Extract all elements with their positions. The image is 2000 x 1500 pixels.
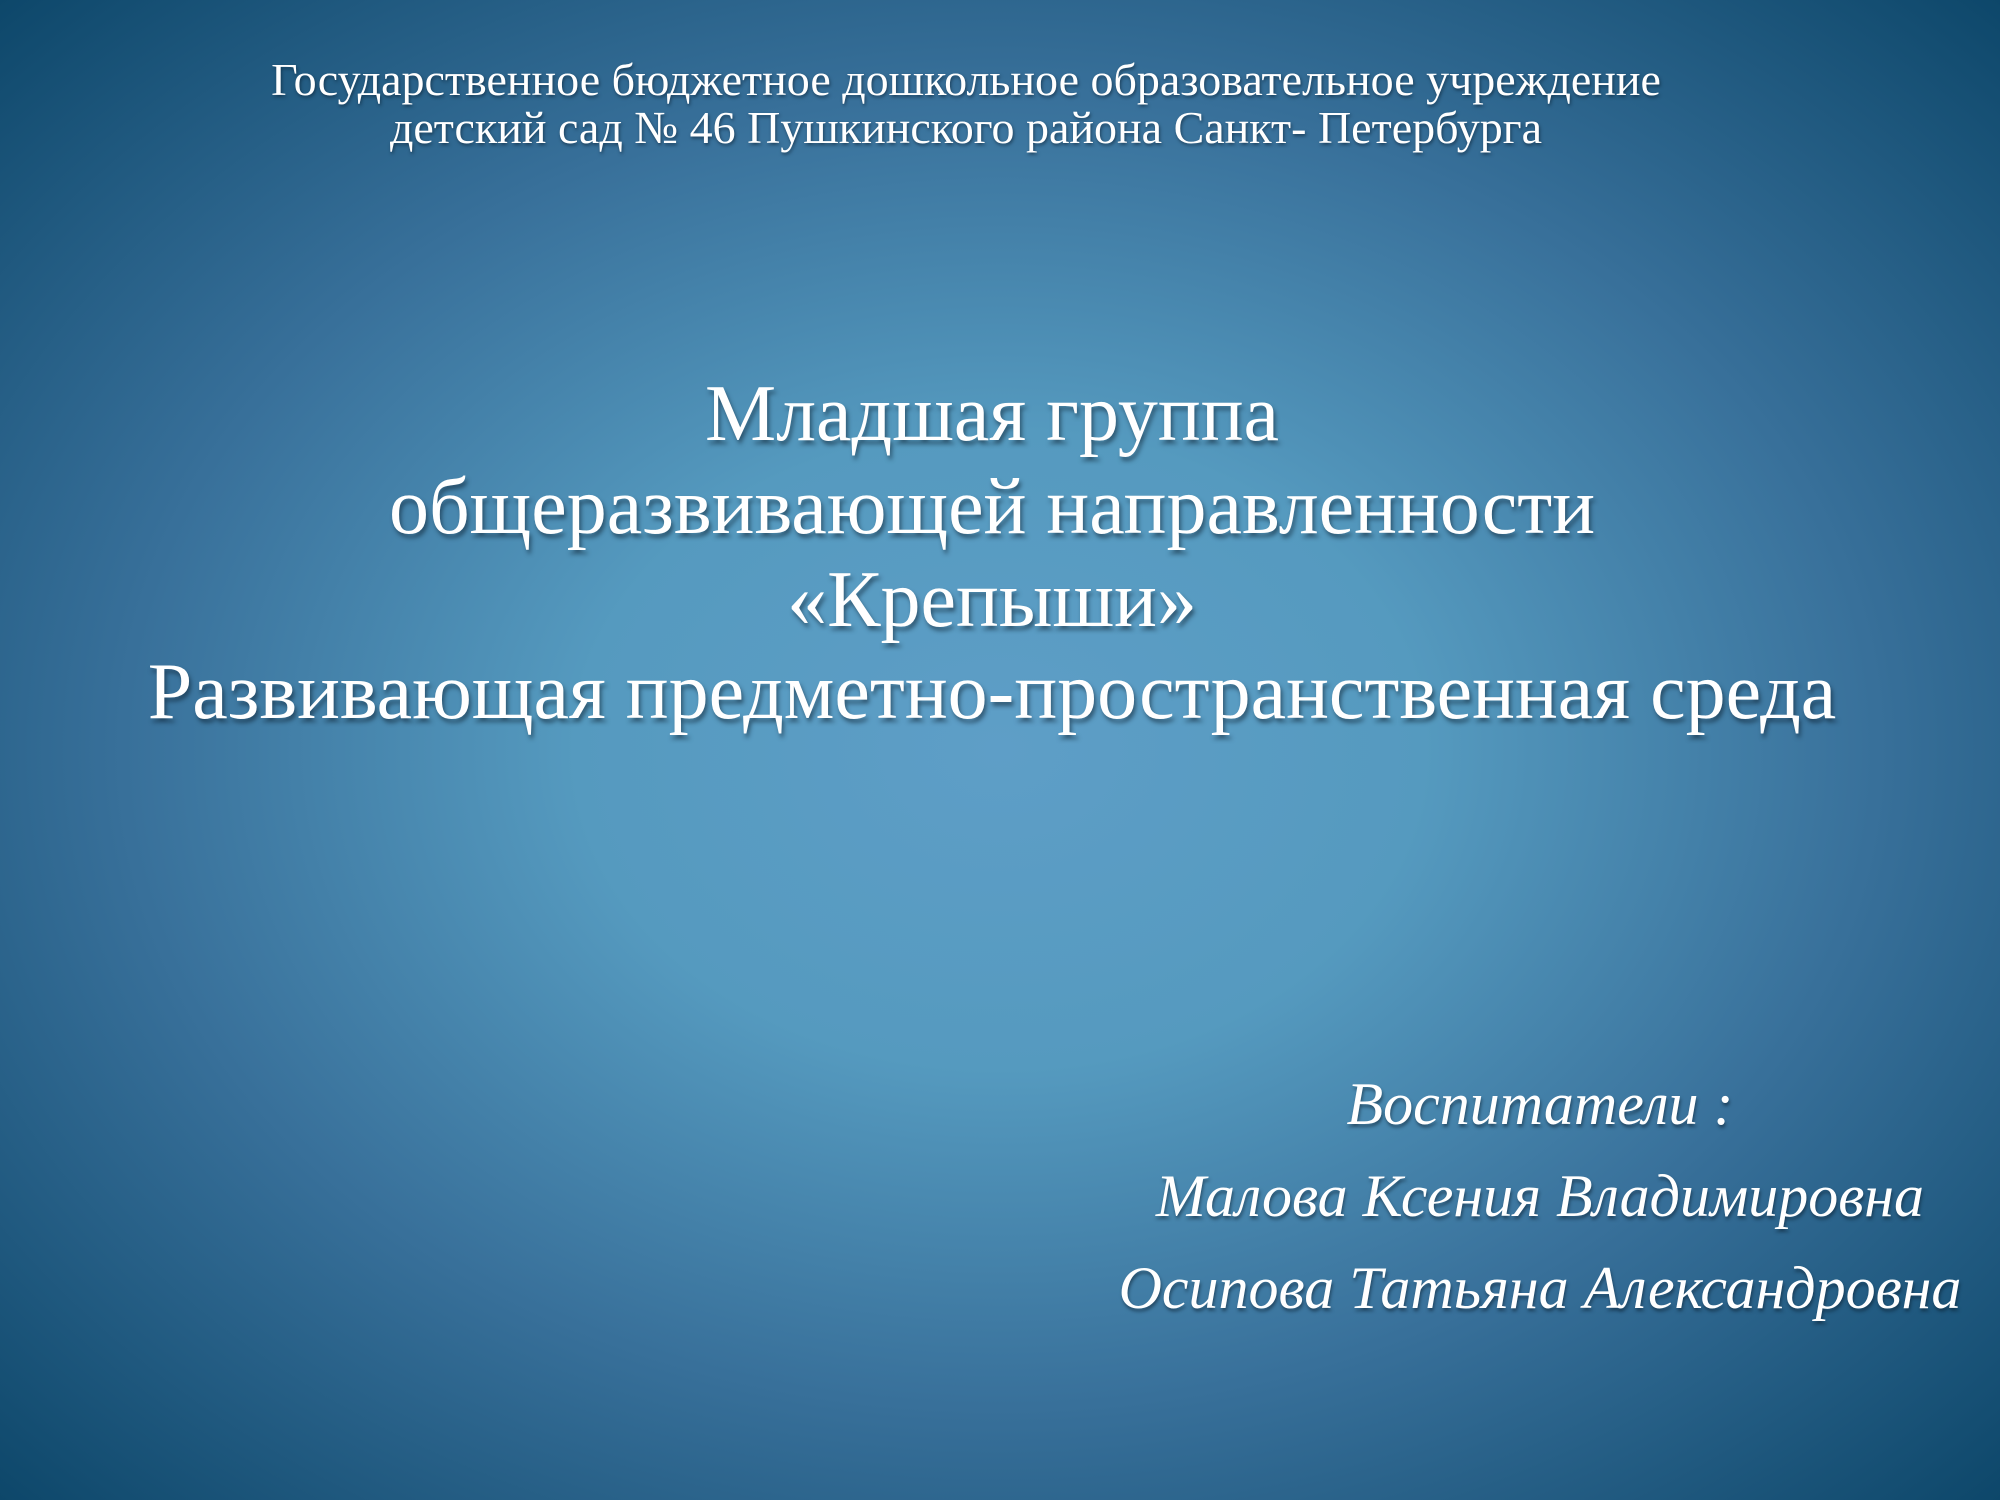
slide-title bbox=[0, 368, 1992, 739]
author-name-2: Осипова Татьяна Александровна bbox=[1118, 1255, 1962, 1321]
authors-label: Воспитатели : bbox=[1346, 1071, 1734, 1137]
title-line-orientation: общеразвивающей направленности bbox=[388, 462, 1596, 551]
title-line-group: Младшая группа bbox=[704, 370, 1280, 458]
title-line-subject: Развивающая предметно-пространственная среда bbox=[147, 648, 1837, 737]
author-name-1: Малова Ксения Владимировна bbox=[1155, 1163, 1925, 1229]
title-line-group-name: «Крепыши» bbox=[787, 555, 1197, 644]
authors-block bbox=[1090, 1058, 1990, 1334]
institution-header-line-1: Государственное бюджетное дошкольное образовательное учреждение bbox=[271, 54, 1661, 105]
institution-header-line-2: детский сад № 46 Пушкинского района Санкт- Петербурга bbox=[389, 102, 1543, 154]
institution-header bbox=[0, 56, 1966, 153]
